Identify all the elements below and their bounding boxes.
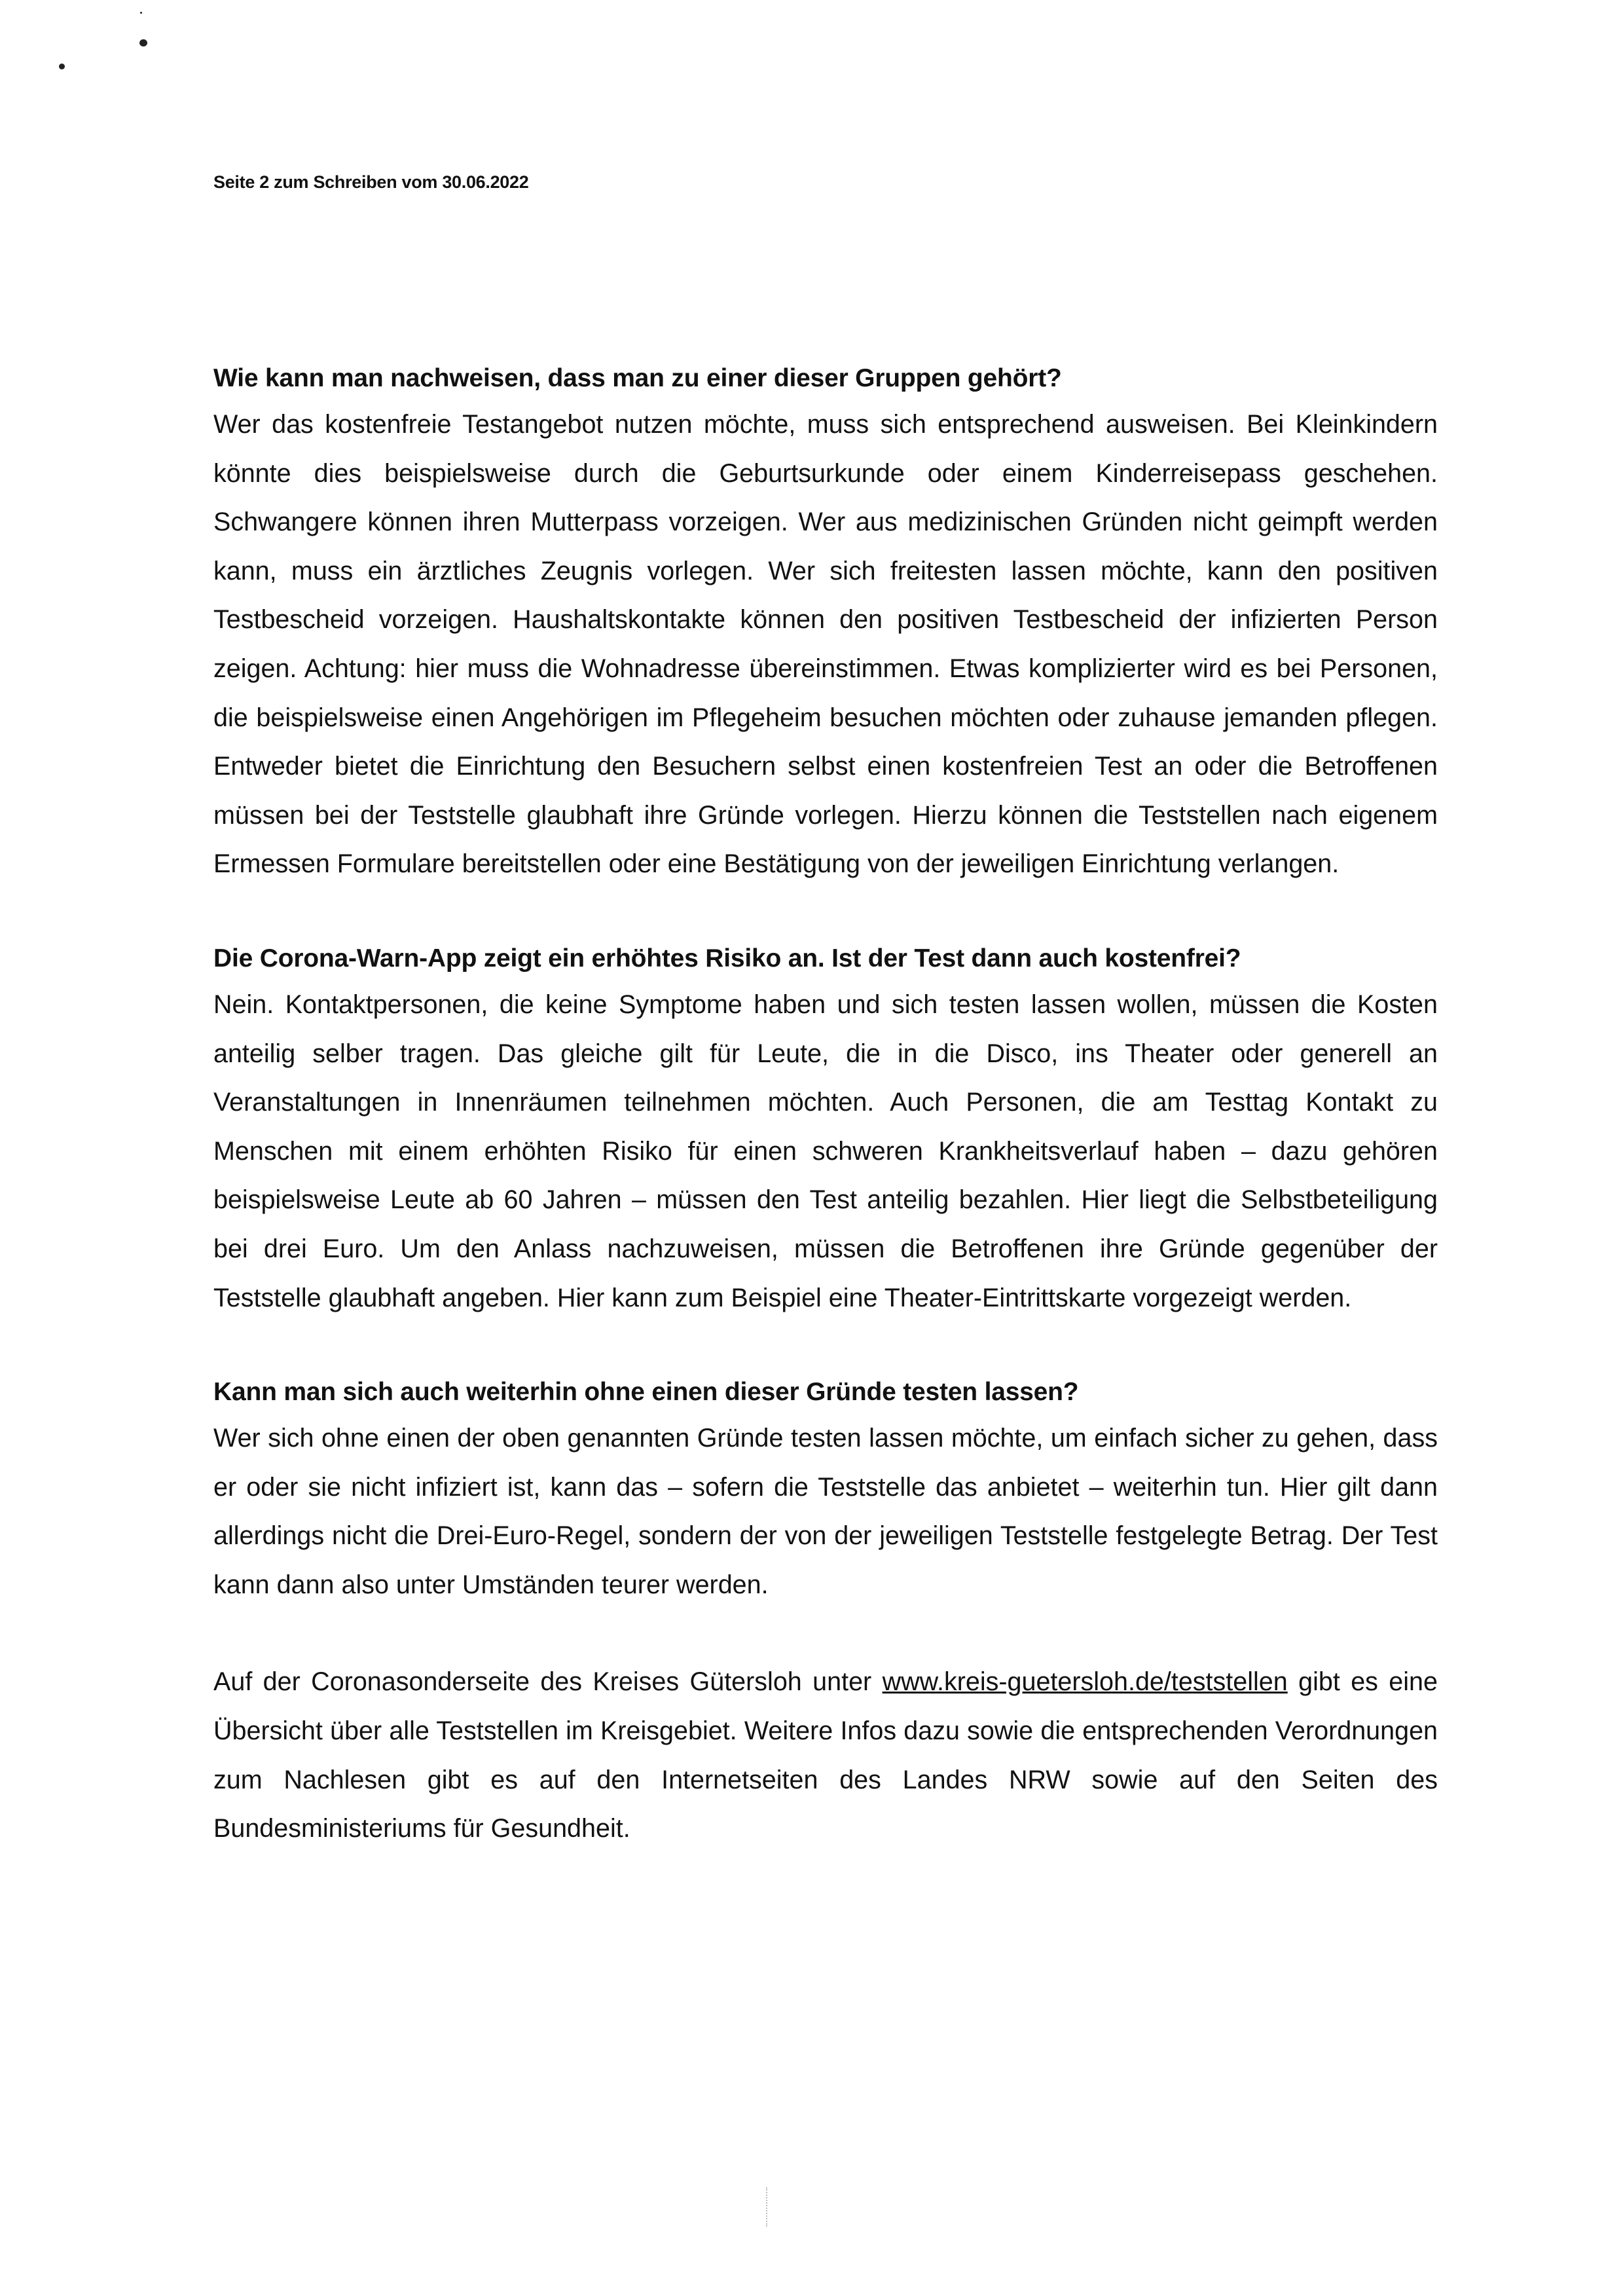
closing-text-after-link: gibt es eine Übersicht über alle Teststellen im Kreisgebiet. Weitere Infos dazu sowie die entsprechenden Verordnungen zum Nachlesen gibt es auf den Internetseiten des Landes NRW sowie auf den Seiten des Bundesministeriums für Gesundheit.: [213, 1667, 1438, 1843]
section-test-without-reason: [213, 1371, 1438, 1609]
closing-paragraph: [213, 1657, 1438, 1853]
section-proof-of-group: [213, 357, 1438, 889]
section-body: Wer das kostenfreie Testangebot nutzen möchte, muss sich entsprechend ausweisen. Bei Kleinkindern könnte dies beispielsweise durch die Geburtsurkunde oder einem Kinderreisepass geschehen. Schwangere können ihren Mutterpass vorzeigen. Wer aus medizinischen Gründen nicht geimpft werden kann, muss ein ärztliches Zeugnis vorlegen. Wer sich freitesten lassen möchte, kann den positiven Testbescheid vorzeigen. Haushaltskontakte können den positiven Testbescheid der infizierten Person zeigen. Achtung: hier muss die Wohnadresse übereinstimmen. Etwas komplizierter wird es bei Personen, die beispielsweise einen Angehörigen im Pflegeheim besuchen möchten oder zuhause jemanden pflegen. Entweder bietet die Einrichtung den Besuchern selbst einen kostenfreien Test an oder die Betroffenen müssen bei der Teststelle glaubhaft ihre Gründe vorlegen. Hierzu können die Teststellen nach eigenem Ermessen Formulare bereitstellen oder eine Bestätigung von der jeweiligen Einrichtung verlangen.: [213, 410, 1438, 879]
section-heading: Die Corona-Warn-App zeigt ein erhöhtes Risiko an. Ist der Test dann auch kostenfrei?: [213, 944, 1241, 972]
section-heading: Kann man sich auch weiterhin ohne einen dieser Gründe testen lassen?: [213, 1378, 1079, 1407]
teststellen-link[interactable]: www.kreis-guetersloh.de/teststellen: [882, 1667, 1288, 1697]
scan-speck: [139, 39, 147, 46]
scan-speck: [140, 12, 142, 14]
section-body: Nein. Kontaktpersonen, die keine Symptome haben und sich testen lassen wollen, müssen die Kosten anteilig selber tragen. Das gleiche gilt für Leute, die in die Disco, ins Theater oder generell an Veranstaltungen in Innenräumen teilnehmen möchten. Auch Personen, die am Testtag Kontakt zu Menschen mit einem erhöhten Risiko für einen schweren Krankheitsverlauf haben – dazu gehören beispielsweise Leute ab 60 Jahren – müssen den Test anteilig bezahlen. Hier liegt die Selbstbeteiligung bei drei Euro. Um den Anlass nachzuweisen, müssen die Betroffenen ihre Gründe gegenüber der Teststelle glaubhaft angeben. Hier kann zum Beispiel eine Theater-Eintrittskarte vorgezeigt werden.: [213, 990, 1438, 1312]
section-body: Wer sich ohne einen der oben genannten Gründe testen lassen möchte, um einfach sicher zu gehen, dass er oder sie nicht infiziert ist, kann das – sofern die Teststelle das anbietet – weiterhin tun. Hier gilt dann allerdings nicht die Drei-Euro-Regel, sondern der von der jeweiligen Teststelle festgelegte Betrag. Der Test kann dann also unter Umständen teurer werden.: [213, 1424, 1438, 1599]
document-body: [213, 357, 1438, 1853]
closing-text-before-link: Auf der Coronasonderseite des Kreises Gütersloh unter: [213, 1667, 883, 1697]
section-warn-app-risk: [213, 937, 1438, 1322]
scan-speck: [59, 64, 65, 69]
page-reference: Seite 2 zum Schreiben vom 30.06.2022: [213, 172, 529, 192]
fold-mark: [766, 2187, 769, 2227]
section-heading: Wie kann man nachweisen, dass man zu einer dieser Gruppen gehört?: [213, 364, 1062, 392]
